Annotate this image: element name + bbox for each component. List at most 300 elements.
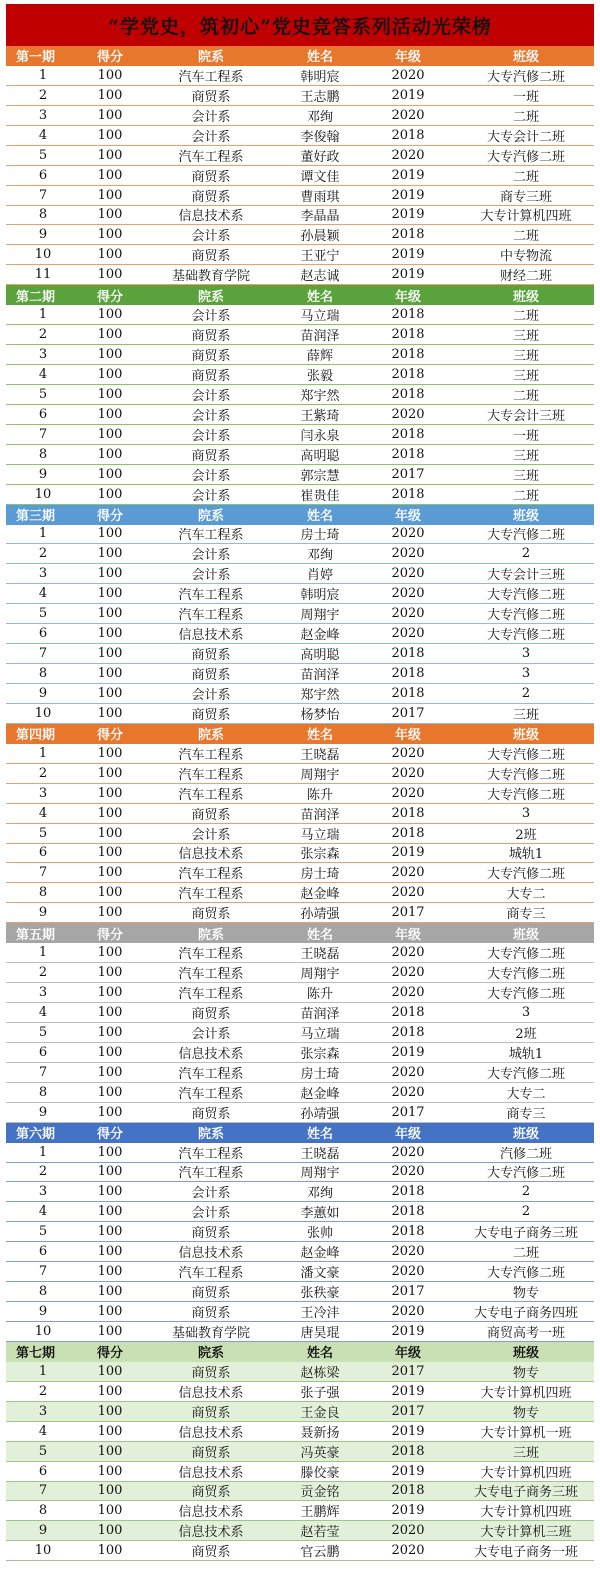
rank-cell: 2 bbox=[38, 546, 48, 562]
rank-cell: 7 bbox=[38, 865, 48, 881]
grade-cell: 2020 bbox=[391, 1264, 425, 1280]
table-row bbox=[6, 245, 594, 265]
score-cell: 100 bbox=[97, 1463, 123, 1479]
table-row bbox=[6, 744, 594, 764]
score-cell: 100 bbox=[97, 1204, 123, 1220]
score-cell: 100 bbox=[97, 247, 123, 263]
name-cell: 赵金峰 bbox=[300, 1086, 340, 1102]
class-cell: 商专三 bbox=[506, 1106, 546, 1122]
class-cell: 大专汽修二班 bbox=[486, 588, 565, 604]
name-header: 姓名 bbox=[306, 1346, 333, 1362]
score-cell: 100 bbox=[97, 965, 123, 981]
name-cell: 官云鹏 bbox=[300, 1545, 340, 1561]
rank-cell: 6 bbox=[38, 406, 48, 422]
class-cell: 2 bbox=[521, 685, 531, 701]
score-cell: 100 bbox=[97, 765, 123, 781]
rank-cell: 2 bbox=[38, 1383, 48, 1399]
department-cell: 信息技术系 bbox=[178, 1046, 244, 1062]
table-row bbox=[6, 1103, 594, 1123]
table-row bbox=[6, 983, 594, 1003]
name-cell: 唐昊琨 bbox=[300, 1325, 340, 1341]
score-cell: 100 bbox=[97, 1184, 123, 1200]
grade-cell: 2019 bbox=[391, 1423, 425, 1439]
table-row bbox=[6, 166, 594, 186]
score-cell: 100 bbox=[97, 1304, 123, 1320]
grade-cell: 2020 bbox=[391, 546, 425, 562]
class-cell: 商专三班 bbox=[499, 189, 552, 205]
department-cell: 信息技术系 bbox=[178, 1385, 244, 1401]
table-row bbox=[6, 784, 594, 804]
grade-cell: 2018 bbox=[391, 486, 425, 502]
score-cell: 100 bbox=[97, 1264, 123, 1280]
class-cell: 大专汽修二班 bbox=[486, 628, 565, 644]
grade-cell: 2020 bbox=[391, 67, 425, 83]
table-row bbox=[6, 1043, 594, 1063]
rank-cell: 6 bbox=[38, 626, 48, 642]
grade-cell: 2020 bbox=[391, 785, 425, 801]
rank-cell: 1 bbox=[38, 745, 48, 761]
class-cell: 3 bbox=[521, 1004, 531, 1020]
class-cell: 2 bbox=[521, 1204, 531, 1220]
name-cell: 赵金峰 bbox=[300, 628, 340, 644]
class-header: 班级 bbox=[512, 509, 539, 525]
grade-cell: 2020 bbox=[391, 526, 425, 542]
score-cell: 100 bbox=[97, 1523, 123, 1539]
department-cell: 信息技术系 bbox=[178, 1525, 244, 1541]
department-cell: 汽车工程系 bbox=[178, 608, 244, 624]
class-cell: 大专电子商务三班 bbox=[473, 1226, 578, 1242]
class-cell: 大专计算机四班 bbox=[480, 1385, 572, 1401]
department-cell: 商贸系 bbox=[191, 349, 231, 365]
class-cell: 大专汽修二班 bbox=[486, 608, 565, 624]
rank-cell: 5 bbox=[38, 606, 48, 622]
department-cell: 会计系 bbox=[191, 827, 231, 843]
grade-header: 年级 bbox=[394, 509, 421, 525]
class-cell: 三班 bbox=[512, 707, 539, 723]
rank-cell: 7 bbox=[38, 1064, 48, 1080]
department-cell: 商贸系 bbox=[191, 89, 231, 105]
table-row bbox=[6, 824, 594, 844]
grade-cell: 2019 bbox=[391, 845, 425, 861]
department-cell: 商贸系 bbox=[191, 1545, 231, 1561]
grade-cell: 2017 bbox=[391, 705, 425, 721]
grade-cell: 2020 bbox=[391, 1523, 425, 1539]
grade-cell: 2017 bbox=[391, 466, 425, 482]
grade-cell: 2018 bbox=[391, 347, 425, 363]
name-cell: 董好政 bbox=[300, 149, 340, 165]
class-cell: 物专 bbox=[512, 1286, 539, 1302]
department-cell: 汽车工程系 bbox=[178, 787, 244, 803]
department-cell: 商贸系 bbox=[191, 169, 231, 185]
table-row bbox=[6, 365, 594, 385]
table-row bbox=[6, 1382, 594, 1402]
name-cell: 张毅 bbox=[306, 368, 333, 384]
table-row bbox=[6, 1402, 594, 1422]
department-header: 院系 bbox=[197, 927, 224, 943]
class-cell: 大专计算机一班 bbox=[480, 1425, 572, 1441]
class-cell: 大专电子商务四班 bbox=[473, 1306, 578, 1322]
class-cell: 二班 bbox=[512, 169, 539, 185]
score-cell: 100 bbox=[97, 1423, 123, 1439]
name-cell: 邓绚 bbox=[306, 548, 333, 564]
table-row bbox=[6, 1302, 594, 1322]
rank-cell: 5 bbox=[38, 825, 48, 841]
rank-cell: 9 bbox=[38, 1523, 48, 1539]
class-header: 班级 bbox=[512, 1127, 539, 1143]
grade-cell: 2019 bbox=[391, 1463, 425, 1479]
rank-cell: 4 bbox=[38, 127, 48, 143]
name-cell: 张宗森 bbox=[300, 1046, 340, 1062]
grade-cell: 2018 bbox=[391, 1443, 425, 1459]
grade-cell: 2018 bbox=[391, 127, 425, 143]
grade-cell: 2018 bbox=[391, 366, 425, 382]
score-cell: 100 bbox=[97, 1064, 123, 1080]
department-cell: 基础教育学院 bbox=[171, 1325, 250, 1341]
department-header: 院系 bbox=[197, 1346, 224, 1362]
name-cell: 高明聪 bbox=[300, 448, 340, 464]
name-cell: 李蕙如 bbox=[300, 1206, 340, 1222]
name-cell: 王冷沣 bbox=[300, 1306, 340, 1322]
class-cell: 商贸高考一班 bbox=[486, 1325, 565, 1341]
score-cell: 100 bbox=[97, 1323, 123, 1339]
table-row bbox=[6, 1282, 594, 1302]
rank-cell: 9 bbox=[38, 227, 48, 243]
period-section bbox=[6, 1123, 594, 1342]
name-header: 姓名 bbox=[306, 509, 333, 525]
class-cell: 三班 bbox=[512, 468, 539, 484]
score-cell: 100 bbox=[97, 107, 123, 123]
grade-cell: 2020 bbox=[391, 1144, 425, 1160]
grade-cell: 2020 bbox=[391, 1543, 425, 1559]
score-cell: 100 bbox=[97, 366, 123, 382]
rank-cell: 10 bbox=[34, 486, 52, 502]
class-cell: 大专汽修二班 bbox=[486, 1266, 565, 1282]
rank-cell: 3 bbox=[38, 785, 48, 801]
name-cell: 张子强 bbox=[300, 1385, 340, 1401]
table-row bbox=[6, 405, 594, 425]
period-header bbox=[6, 724, 594, 744]
name-cell: 韩明宸 bbox=[300, 588, 340, 604]
rank-cell: 2 bbox=[38, 965, 48, 981]
table-row bbox=[6, 1501, 594, 1521]
score-cell: 100 bbox=[97, 1543, 123, 1559]
period-section bbox=[6, 285, 594, 504]
score-cell: 100 bbox=[97, 825, 123, 841]
table-row bbox=[6, 1442, 594, 1462]
rank-cell: 4 bbox=[38, 586, 48, 602]
class-cell: 3 bbox=[521, 646, 531, 662]
table-row bbox=[6, 544, 594, 564]
rank-cell: 2 bbox=[38, 1164, 48, 1180]
grade-cell: 2020 bbox=[391, 1244, 425, 1260]
department-cell: 汽车工程系 bbox=[178, 1086, 244, 1102]
department-cell: 汽车工程系 bbox=[178, 987, 244, 1003]
score-cell: 100 bbox=[97, 167, 123, 183]
table-row bbox=[6, 664, 594, 684]
department-cell: 商贸系 bbox=[191, 1306, 231, 1322]
name-cell: 马立瑞 bbox=[300, 827, 340, 843]
period-header bbox=[6, 285, 594, 305]
score-cell: 100 bbox=[97, 1164, 123, 1180]
table-row bbox=[6, 564, 594, 584]
table-row bbox=[6, 604, 594, 624]
table-row bbox=[6, 186, 594, 206]
table-row bbox=[6, 1023, 594, 1043]
department-cell: 信息技术系 bbox=[178, 209, 244, 225]
name-cell: 王晓磊 bbox=[300, 1146, 340, 1162]
class-cell: 大专汽修二班 bbox=[486, 987, 565, 1003]
score-header: 得分 bbox=[96, 50, 123, 66]
department-cell: 商贸系 bbox=[191, 1365, 231, 1381]
class-cell: 大专汽修二班 bbox=[486, 867, 565, 883]
name-cell: 崔贵佳 bbox=[300, 488, 340, 504]
department-cell: 信息技术系 bbox=[178, 1246, 244, 1262]
class-cell: 财经二班 bbox=[499, 269, 552, 285]
department-cell: 商贸系 bbox=[191, 189, 231, 205]
rank-cell: 2 bbox=[38, 765, 48, 781]
score-cell: 100 bbox=[97, 1483, 123, 1499]
grade-header: 年级 bbox=[394, 728, 421, 744]
name-cell: 高明聪 bbox=[300, 648, 340, 664]
grade-cell: 2020 bbox=[391, 626, 425, 642]
name-cell: 孙靖强 bbox=[300, 1106, 340, 1122]
grade-cell: 2018 bbox=[391, 1224, 425, 1240]
score-cell: 100 bbox=[97, 1443, 123, 1459]
class-cell: 三班 bbox=[512, 349, 539, 365]
score-cell: 100 bbox=[97, 267, 123, 283]
department-cell: 商贸系 bbox=[191, 807, 231, 823]
grade-cell: 2020 bbox=[391, 586, 425, 602]
class-cell: 大专汽修二班 bbox=[486, 69, 565, 85]
grade-cell: 2018 bbox=[391, 1204, 425, 1220]
class-cell: 中专物流 bbox=[499, 249, 552, 265]
grade-cell: 2018 bbox=[391, 426, 425, 442]
score-cell: 100 bbox=[97, 845, 123, 861]
table-row bbox=[6, 644, 594, 664]
score-header: 得分 bbox=[96, 1127, 123, 1143]
name-cell: 苗润泽 bbox=[300, 329, 340, 345]
name-cell: 房士琦 bbox=[300, 1066, 340, 1082]
grade-cell: 2018 bbox=[391, 685, 425, 701]
department-cell: 会计系 bbox=[191, 129, 231, 145]
department-header: 院系 bbox=[197, 1127, 224, 1143]
department-cell: 信息技术系 bbox=[178, 1425, 244, 1441]
score-cell: 100 bbox=[97, 87, 123, 103]
class-cell: 大专会计三班 bbox=[486, 408, 565, 424]
rank-cell: 3 bbox=[38, 985, 48, 1001]
name-cell: 周翔宇 bbox=[300, 1166, 340, 1182]
name-cell: 曹雨琪 bbox=[300, 189, 340, 205]
grade-cell: 2019 bbox=[391, 1503, 425, 1519]
grade-cell: 2019 bbox=[391, 1383, 425, 1399]
name-cell: 李俊翰 bbox=[300, 129, 340, 145]
name-cell: 孙靖强 bbox=[300, 907, 340, 923]
department-cell: 会计系 bbox=[191, 548, 231, 564]
name-cell: 邓绚 bbox=[306, 109, 333, 125]
name-cell: 聂新扬 bbox=[300, 1425, 340, 1441]
department-cell: 商贸系 bbox=[191, 448, 231, 464]
rank-cell: 11 bbox=[34, 267, 52, 283]
department-cell: 汽车工程系 bbox=[178, 149, 244, 165]
class-cell: 3 bbox=[521, 805, 531, 821]
period-header bbox=[6, 1342, 594, 1362]
table-row bbox=[6, 963, 594, 983]
table-row bbox=[6, 1262, 594, 1282]
grade-cell: 2020 bbox=[391, 107, 425, 123]
table-row bbox=[6, 1003, 594, 1023]
department-cell: 汽车工程系 bbox=[178, 528, 244, 544]
class-cell: 大专汽修二班 bbox=[486, 967, 565, 983]
score-cell: 100 bbox=[97, 905, 123, 921]
class-cell: 大专汽修二班 bbox=[486, 787, 565, 803]
name-cell: 王紫琦 bbox=[300, 408, 340, 424]
class-cell: 三班 bbox=[512, 368, 539, 384]
period-header bbox=[6, 923, 594, 943]
class-cell: 大专二 bbox=[506, 1086, 546, 1102]
table-row bbox=[6, 485, 594, 505]
department-cell: 商贸系 bbox=[191, 1445, 231, 1461]
score-cell: 100 bbox=[97, 67, 123, 83]
table-row bbox=[6, 684, 594, 704]
name-cell: 滕佼豪 bbox=[300, 1465, 340, 1481]
period-header bbox=[6, 505, 594, 525]
name-cell: 陈升 bbox=[306, 987, 333, 1003]
score-cell: 100 bbox=[97, 1503, 123, 1519]
score-cell: 100 bbox=[97, 745, 123, 761]
department-cell: 会计系 bbox=[191, 1206, 231, 1222]
table-row bbox=[6, 425, 594, 445]
score-cell: 100 bbox=[97, 1403, 123, 1419]
rank-cell: 10 bbox=[34, 1323, 52, 1339]
name-header: 姓名 bbox=[306, 50, 333, 66]
class-cell: 大专汽修二班 bbox=[486, 1066, 565, 1082]
rank-cell: 1 bbox=[38, 945, 48, 961]
grade-cell: 2018 bbox=[391, 1483, 425, 1499]
class-cell: 一班 bbox=[512, 428, 539, 444]
grade-cell: 2018 bbox=[391, 227, 425, 243]
period-section bbox=[6, 505, 594, 724]
name-cell: 房士琦 bbox=[300, 528, 340, 544]
name-cell: 薛辉 bbox=[306, 349, 333, 365]
grade-cell: 2018 bbox=[391, 307, 425, 323]
grade-cell: 2019 bbox=[391, 1044, 425, 1060]
rank-cell: 8 bbox=[38, 1284, 48, 1300]
grade-cell: 2020 bbox=[391, 606, 425, 622]
grade-cell: 2019 bbox=[391, 187, 425, 203]
class-cell: 汽修二班 bbox=[499, 1146, 552, 1162]
name-cell: 陈升 bbox=[306, 787, 333, 803]
rank-cell: 8 bbox=[38, 207, 48, 223]
score-cell: 100 bbox=[97, 606, 123, 622]
rank-cell: 10 bbox=[34, 247, 52, 263]
department-cell: 信息技术系 bbox=[178, 1465, 244, 1481]
rank-cell: 8 bbox=[38, 666, 48, 682]
score-cell: 100 bbox=[97, 327, 123, 343]
grade-cell: 2018 bbox=[391, 386, 425, 402]
rank-cell: 4 bbox=[38, 805, 48, 821]
department-cell: 信息技术系 bbox=[178, 1505, 244, 1521]
table-row bbox=[6, 325, 594, 345]
class-cell: 2班 bbox=[515, 1026, 537, 1042]
rank-cell: 6 bbox=[38, 845, 48, 861]
class-cell: 三班 bbox=[512, 329, 539, 345]
table-row bbox=[6, 863, 594, 883]
score-cell: 100 bbox=[97, 586, 123, 602]
class-cell: 大专二 bbox=[506, 887, 546, 903]
department-cell: 汽车工程系 bbox=[178, 1066, 244, 1082]
department-cell: 会计系 bbox=[191, 1026, 231, 1042]
rank-cell: 7 bbox=[38, 1264, 48, 1280]
class-cell: 2 bbox=[521, 1184, 531, 1200]
name-cell: 张帅 bbox=[306, 1226, 333, 1242]
score-cell: 100 bbox=[97, 1044, 123, 1060]
rank-cell: 9 bbox=[38, 1304, 48, 1320]
table-row bbox=[6, 1322, 594, 1342]
rank-cell: 5 bbox=[38, 147, 48, 163]
class-cell: 大专汽修二班 bbox=[486, 767, 565, 783]
table-row bbox=[6, 86, 594, 106]
department-header: 院系 bbox=[197, 289, 224, 305]
score-cell: 100 bbox=[97, 1024, 123, 1040]
name-cell: 贡金铭 bbox=[300, 1485, 340, 1501]
class-cell: 大专计算机四班 bbox=[480, 1465, 572, 1481]
department-cell: 会计系 bbox=[191, 109, 231, 125]
score-header: 得分 bbox=[96, 289, 123, 305]
class-cell: 大专电子商务三班 bbox=[473, 1485, 578, 1501]
name-cell: 李晶晶 bbox=[300, 209, 340, 225]
class-cell: 二班 bbox=[512, 229, 539, 245]
name-cell: 肖婷 bbox=[306, 568, 333, 584]
score-cell: 100 bbox=[97, 466, 123, 482]
table-row bbox=[6, 764, 594, 784]
rank-cell: 7 bbox=[38, 646, 48, 662]
grade-cell: 2018 bbox=[391, 805, 425, 821]
department-cell: 会计系 bbox=[191, 408, 231, 424]
name-cell: 闫永泉 bbox=[300, 428, 340, 444]
name-cell: 赵若莹 bbox=[300, 1525, 340, 1541]
department-cell: 会计系 bbox=[191, 229, 231, 245]
class-cell: 大专汽修二班 bbox=[486, 528, 565, 544]
name-cell: 张秩豪 bbox=[300, 1286, 340, 1302]
name-cell: 周翔宇 bbox=[300, 608, 340, 624]
table-row bbox=[6, 1521, 594, 1541]
name-cell: 王晓磊 bbox=[300, 747, 340, 763]
score-cell: 100 bbox=[97, 985, 123, 1001]
rank-cell: 5 bbox=[38, 1224, 48, 1240]
rank-cell: 4 bbox=[38, 1004, 48, 1020]
rank-cell: 8 bbox=[38, 885, 48, 901]
grade-header: 年级 bbox=[394, 1127, 421, 1143]
department-cell: 商贸系 bbox=[191, 668, 231, 684]
score-cell: 100 bbox=[97, 386, 123, 402]
rank-cell: 2 bbox=[38, 87, 48, 103]
grade-cell: 2020 bbox=[391, 1084, 425, 1100]
table-row bbox=[6, 943, 594, 963]
score-cell: 100 bbox=[97, 227, 123, 243]
name-cell: 王志鹏 bbox=[300, 89, 340, 105]
table-row bbox=[6, 525, 594, 545]
class-header: 班级 bbox=[512, 50, 539, 66]
honor-roll-table bbox=[6, 46, 594, 1561]
department-cell: 汽车工程系 bbox=[178, 947, 244, 963]
department-cell: 汽车工程系 bbox=[178, 867, 244, 883]
name-cell: 周翔宇 bbox=[300, 967, 340, 983]
grade-cell: 2019 bbox=[391, 1323, 425, 1339]
score-cell: 100 bbox=[97, 805, 123, 821]
department-header: 院系 bbox=[197, 509, 224, 525]
grade-cell: 2017 bbox=[391, 1284, 425, 1300]
name-header: 姓名 bbox=[306, 1127, 333, 1143]
